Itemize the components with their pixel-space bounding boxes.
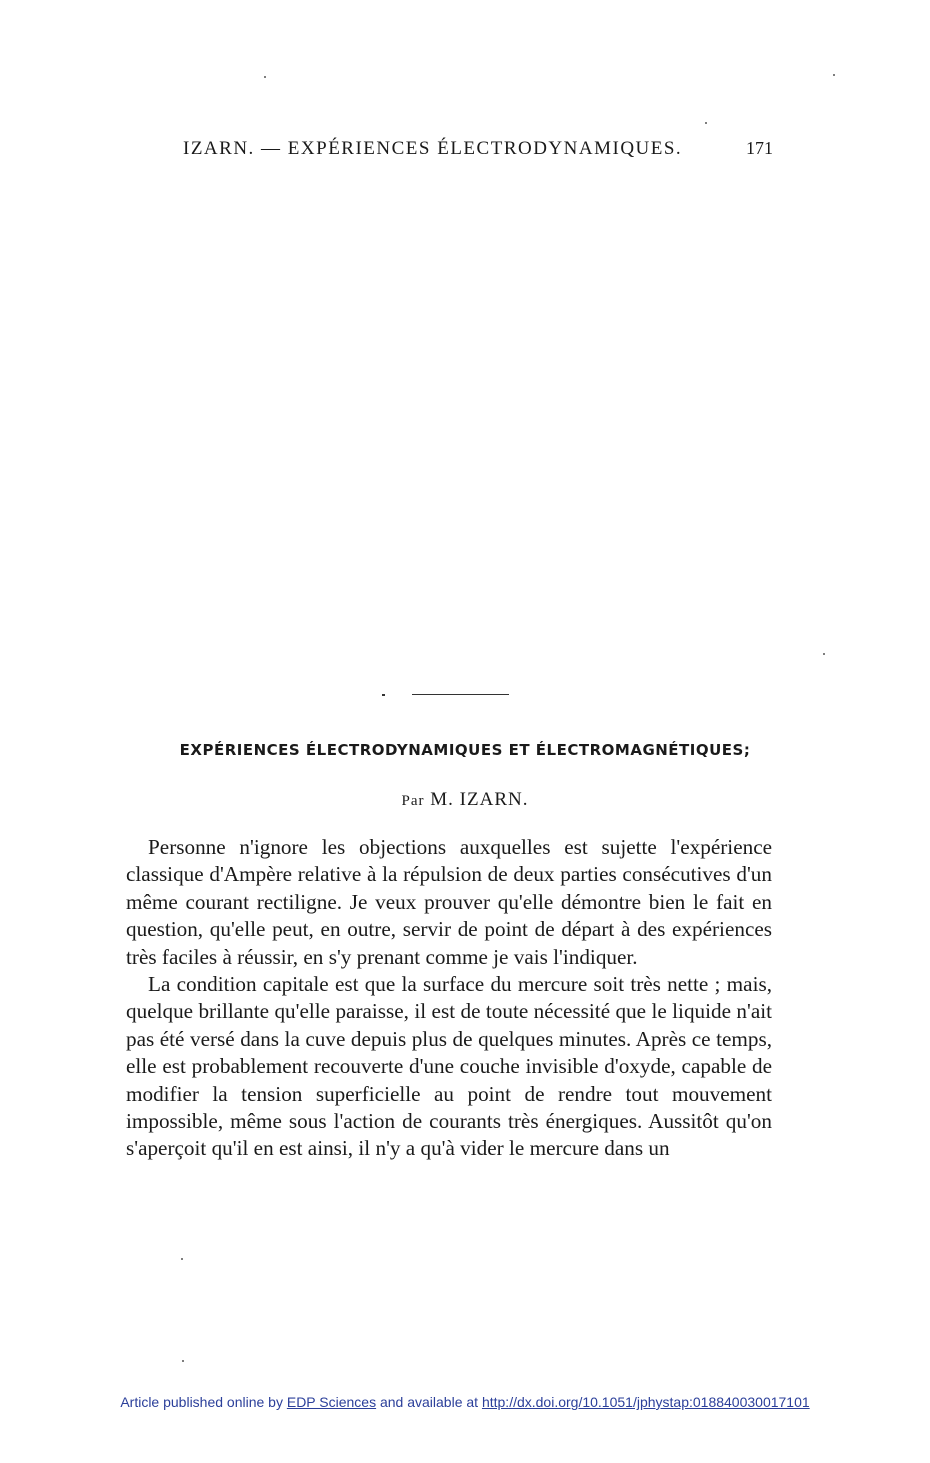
- scan-speck: [705, 122, 707, 124]
- paragraph: Personne n'ignore les objections auxquelles est sujette l'expérience classique d'Ampère relative à la répulsion de deux parties consécutives d'un même courant rectiligne. Je veux prouver qu'elle démontre bien le fait en question, qu'elle peut, en outre, servir de point de départ à des expériences très faciles à réussir, en s'y prenant comme je vais l'indiquer.: [126, 835, 772, 969]
- separator-dot: [382, 694, 385, 696]
- scan-speck: [833, 74, 835, 76]
- body-text: [126, 834, 772, 1163]
- scan-speck: [181, 1258, 183, 1260]
- byline-author: M. IZARN.: [430, 789, 529, 810]
- footer-prefix: Article published online by: [120, 1394, 283, 1410]
- scan-speck: [264, 76, 266, 78]
- publisher-link[interactable]: EDP Sciences: [286, 1394, 377, 1410]
- footer-middle: and available at: [379, 1394, 479, 1410]
- article-title: EXPÉRIENCES ÉLECTRODYNAMIQUES ET ÉLECTROMAGNÉTIQUES;: [179, 741, 751, 759]
- scan-speck: [823, 653, 825, 655]
- publication-footer: [0, 1394, 930, 1410]
- page-number: 171: [746, 138, 773, 158]
- separator-rule: [412, 694, 509, 695]
- scan-speck: [182, 1360, 184, 1362]
- running-head-title: IZARN. — EXPÉRIENCES ÉLECTRODYNAMIQUES.: [183, 138, 683, 159]
- byline-prefix: Par: [401, 793, 425, 809]
- paragraph: La condition capitale est que la surface du mercure soit très nette ; mais, quelque brillante qu'elle paraisse, il est de toute nécessité que le liquide n'ait pas été versé dans la cuve depuis plus de quelques minutes. Après ce temps, elle est probablement recouverte d'une couche invisible d'oxyde, capable de modifier la tension superficielle au point de rendre tout mouvement impossible, même sous l'action de courants très énergiques. Aussitôt qu'on s'aperçoit qu'il en est ainsi, il n'y a qu'à vider le mercure dans un: [126, 972, 772, 1161]
- doi-link[interactable]: http://dx.doi.org/10.1051/jphystap:018840030017101: [481, 1394, 810, 1410]
- byline: [0, 789, 930, 811]
